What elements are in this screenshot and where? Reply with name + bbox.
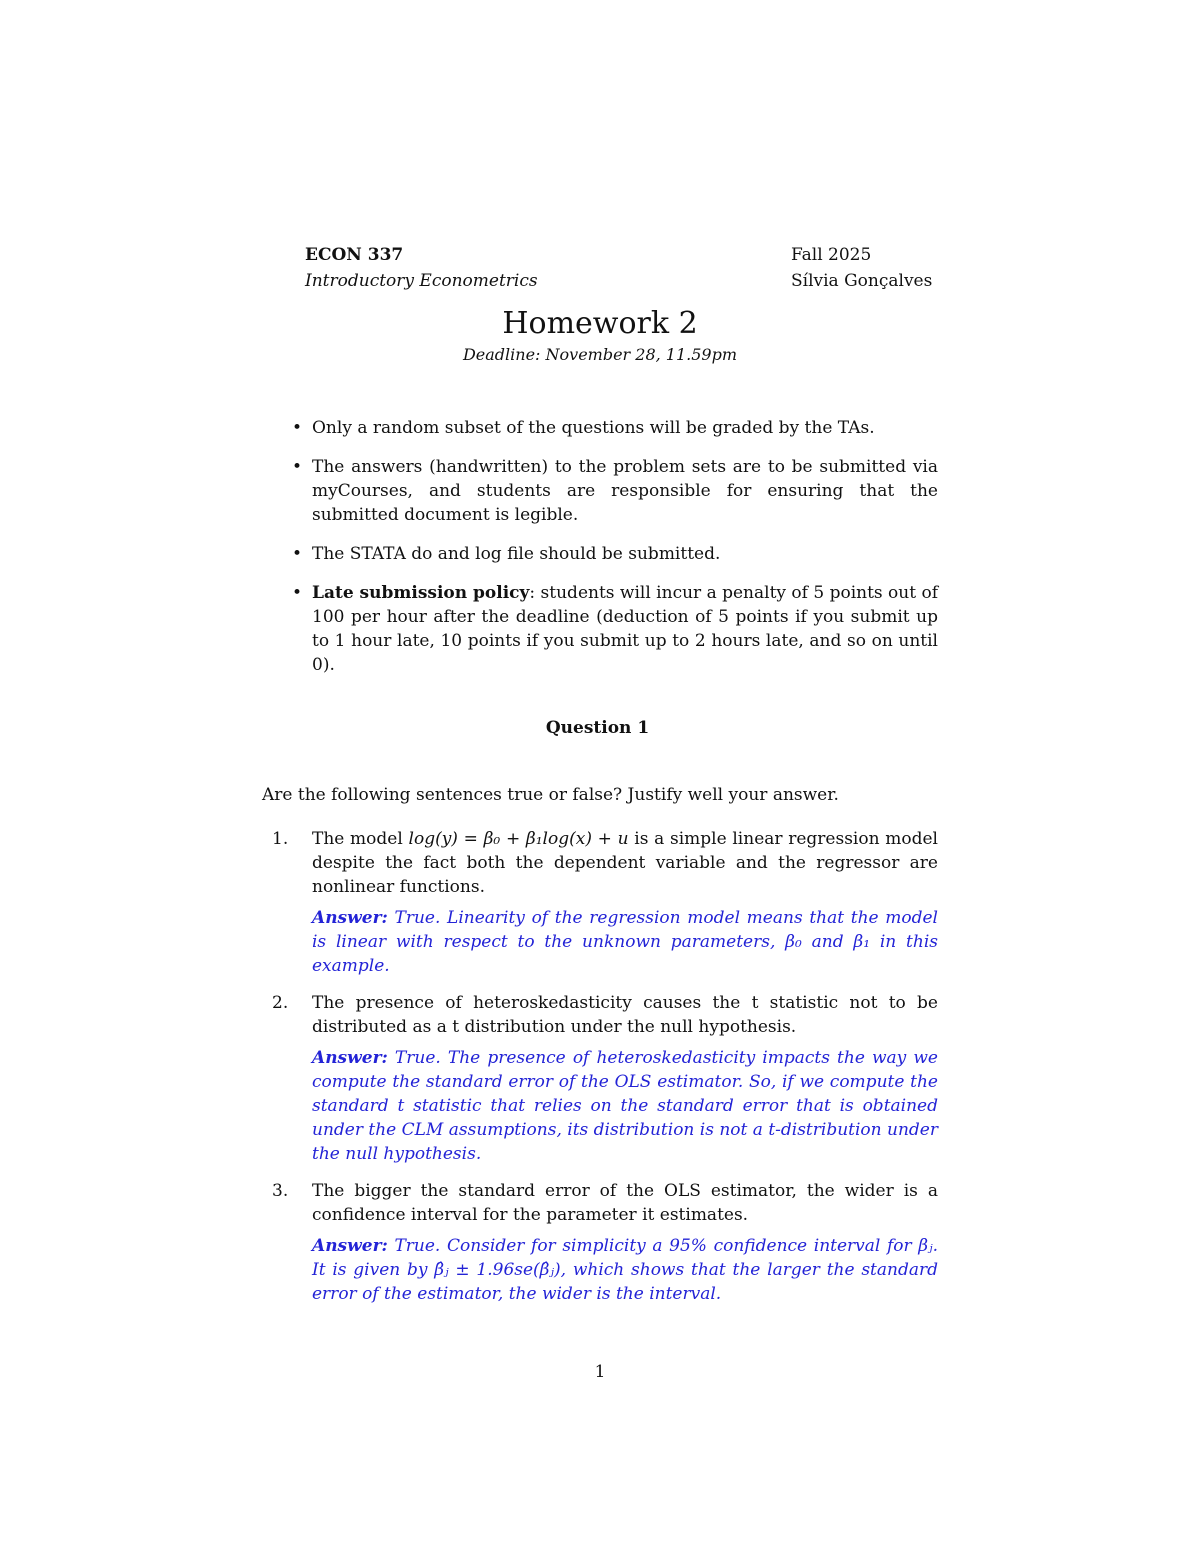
course-name: Introductory Econometrics: [305, 271, 538, 291]
late-policy-label: Late submission policy: [312, 583, 530, 603]
question-intro: Are the following sentences true or false? Justify well your answer.: [262, 785, 839, 805]
answer-text: True. Consider for simplicity a 95% confidence interval for βⱼ. It is given by β̂ⱼ ± 1.96se(β̂ⱼ), which shows that the larger the standard error of the estimator, the wider is the interval.: [312, 1236, 938, 1304]
item-number: 1.: [272, 829, 289, 849]
bullet-icon: •: [292, 583, 303, 603]
answer-text: True. Linearity of the regression model means that the model is linear with respect to the unknown parameters, β₀ and β₁ in this example.: [312, 908, 938, 976]
deadline: Deadline: November 28, 11.59pm: [462, 345, 738, 364]
question-title: Question 1: [545, 718, 650, 738]
model-equation: log(y) = β₀ + β₁log(x) + u: [408, 829, 629, 849]
answer-label: Answer:: [312, 1048, 388, 1068]
question-item: [272, 991, 938, 1166]
item-number: 2.: [272, 993, 289, 1013]
item-statement: The bigger the standard error of the OLS estimator, the wider is a confidence interval for the parameter it estimates.: [312, 1181, 938, 1225]
list-item: [290, 581, 938, 677]
question-item: [272, 827, 938, 978]
answer-label: Answer:: [312, 908, 388, 928]
bullet-icon: •: [292, 457, 303, 477]
bullet-text: The STATA do and log file should be submitted.: [312, 544, 721, 564]
page-title: Homework 2: [502, 306, 698, 341]
item-number: 3.: [272, 1181, 289, 1201]
bullet-text: Only a random subset of the questions will be graded by the TAs.: [312, 418, 875, 438]
answer: [312, 906, 938, 978]
instructor: Sílvia Gonçalves: [791, 271, 933, 291]
answer: [312, 1234, 938, 1306]
term: Fall 2025: [791, 245, 872, 265]
page-number: 1: [594, 1362, 606, 1382]
item-statement: The presence of heteroskedasticity causes the t statistic not to be distributed as a t distribution under the null hypothesis.: [312, 993, 938, 1037]
answer: [312, 1046, 938, 1166]
instructions-list: [290, 416, 938, 692]
list-item: [290, 542, 938, 566]
header-right: [791, 242, 932, 294]
late-policy-text: : students will incur a penalty of 5 points out of 100 per hour after the deadline (deduction of 5 points if you submit up to 1 hour late, 10 points if you submit up to 2 hours late, and so on until 0).: [312, 583, 939, 675]
bullet-icon: •: [292, 418, 303, 438]
bullet-text: The answers (handwritten) to the problem sets are to be submitted via myCourses, and students are responsible for ensuring that the submitted document is legible.: [312, 457, 938, 525]
answer-label: Answer:: [312, 1236, 388, 1256]
answer-text: True. The presence of heteroskedasticity impacts the way we compute the standard error of the OLS estimator. So, if we compute the standard t statistic that relies on the standard error that is obtained under the CLM assumptions, its distribution is not a t-distribution under the null hypothesis.: [312, 1048, 938, 1164]
question-item: [272, 1179, 938, 1306]
header-left: [305, 242, 538, 294]
list-item: [290, 455, 938, 527]
bullet-icon: •: [292, 544, 303, 564]
course-code: ECON 337: [305, 245, 404, 265]
list-item: [290, 416, 938, 440]
item-statement: The model log(y) = β₀ + β₁log(x) + u is a simple linear regression model despite the fact both the dependent variable and the regressor are nonlinear functions.: [312, 829, 938, 897]
